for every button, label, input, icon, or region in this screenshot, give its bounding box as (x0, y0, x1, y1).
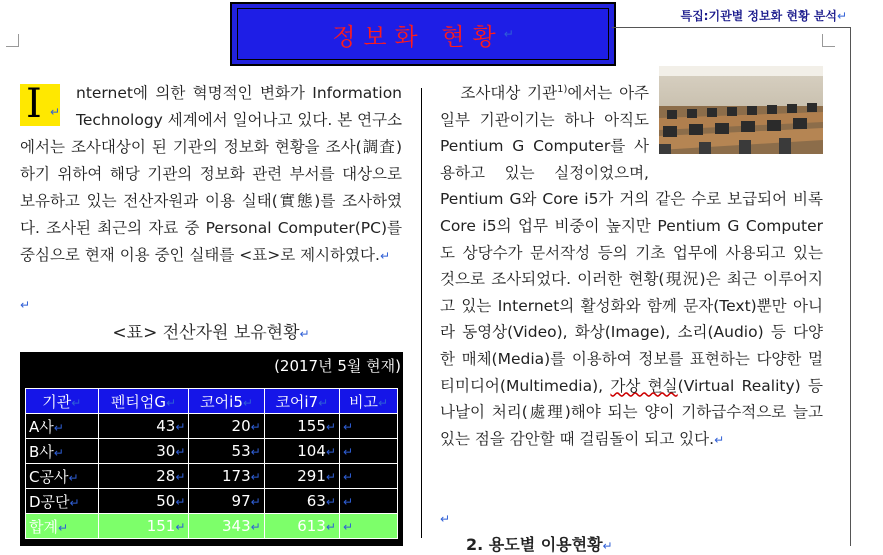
page-title: 정보화 현황 (332, 22, 504, 51)
header-cell[interactable]: 코어i7↵ (264, 389, 339, 414)
cell-agency[interactable]: A사↵ (26, 414, 99, 439)
cell-core-i5[interactable]: 20↵ (189, 414, 264, 439)
body-paragraph[interactable]: 조사대상 기관$^{1)}$에서는 아주 일부 기관이기는 하나 아직도 Pentium G Computer를 사용하고 있는 실정이었으며, Pentium G와 Core i5가 거의 같은 수로 보급되어 비록 Core i5의 업무 비중이 높지만 Pentium G Computer도 상당수가 문서작성 등의 기초 업무에 사용되고 있는 것으로 조사되었다. 이러한 현황(現況)은 최근 이루어지고 있는 Internet의 활성화와 함께 문자(Text)뿐만 아니라 동영상(Video), 화상(Image), 소리(Audio) 등 다양한 매체(Media)를 이용하여 정보를 표현하는 다양한 멀티미디어(Multimedia), 가상 현실(Virtual Reality) 등 나날이 처리(處理)해야 되는 양이 기하급수적으로 늘고 있는 점을 감안할 때 걸림돌이 되고 있다.↵ (440, 83, 824, 448)
table-row (26, 439, 398, 464)
table-row (26, 489, 398, 514)
cell-core-i7[interactable]: 291↵ (264, 464, 339, 489)
empty-paragraph-mark: ↵ (20, 298, 31, 312)
paragraph-mark: ↵ (503, 27, 514, 41)
cell-agency[interactable]: 합계↵ (26, 514, 99, 539)
page-border-top (612, 27, 851, 28)
cell-note[interactable]: ↵ (339, 514, 397, 539)
drop-cap: I ↵ (20, 84, 60, 126)
spellcheck-marked-text: 가상 현실 (610, 376, 678, 395)
crop-mark-top-right (822, 34, 835, 47)
header-cell[interactable]: 펜티엄G↵ (98, 389, 189, 414)
table-row (26, 414, 398, 439)
cell-note[interactable]: ↵ (339, 489, 397, 514)
cell-core-i5[interactable]: 173↵ (189, 464, 264, 489)
cell-pentium-g[interactable]: 50↵ (98, 489, 189, 514)
cell-pentium-g[interactable]: 30↵ (98, 439, 189, 464)
title-inner-box (237, 8, 609, 60)
header-cell[interactable]: 기관↵ (26, 389, 99, 414)
table-row (26, 464, 398, 489)
table-total-row (26, 514, 398, 539)
page-border-right (850, 27, 851, 546)
table-caption[interactable]: <표> 전산자원 보유현황↵ (112, 323, 310, 343)
left-column (20, 80, 402, 270)
cell-agency[interactable]: B사↵ (26, 439, 99, 464)
resource-table[interactable] (25, 388, 398, 539)
cell-core-i5[interactable]: 53↵ (189, 439, 264, 464)
title-box (230, 2, 616, 66)
intro-text: nternet에 의한 혁명적인 변화가 Information Technology 세계에서 일어나고 있다. 본 연구소에서는 조사대상이 된 기관의 정보화 현황을 조사(調査)하기 위하여 해당 기관의 정보화 관련 부서를 대상으로 보유하고 있는 전산자원과 이용 실태(實態)를 조사하였다. 조사된 최근의 자료 중 Personal Computer(PC)를 중심으로 현재 이용 중인 실태를 <표>로 제시하였다. (20, 84, 403, 264)
cell-note[interactable]: ↵ (339, 464, 397, 489)
cell-note[interactable]: ↵ (339, 439, 397, 464)
empty-paragraph-mark: ↵ (440, 512, 451, 526)
cell-pentium-g[interactable]: 28↵ (98, 464, 189, 489)
computer-lab-photo (659, 66, 823, 154)
computer-lab-image (659, 66, 823, 154)
section-heading[interactable]: 2. 용도별 이용현황↵ (466, 535, 613, 554)
resource-table-block (20, 352, 403, 546)
cell-core-i5[interactable]: 343↵ (189, 514, 264, 539)
footnote-ref[interactable]: 1) (557, 83, 568, 95)
cell-core-i7[interactable]: 613↵ (264, 514, 339, 539)
cell-pentium-g[interactable]: 43↵ (98, 414, 189, 439)
cell-agency[interactable]: D공단↵ (26, 489, 99, 514)
survey-date: (2017년 5월 현재) (274, 357, 401, 375)
table-header-row (26, 389, 398, 414)
cell-note[interactable]: ↵ (339, 414, 397, 439)
cell-core-i7[interactable]: 155↵ (264, 414, 339, 439)
header-cell[interactable]: 비고↵ (339, 389, 397, 414)
section-label: 특집:기관별 정보화 현황 분석↵ (680, 9, 847, 23)
cell-pentium-g[interactable]: 151↵ (98, 514, 189, 539)
right-column (440, 80, 823, 453)
cell-core-i5[interactable]: 97↵ (189, 489, 264, 514)
cell-agency[interactable]: C공사↵ (26, 464, 99, 489)
cell-core-i7[interactable]: 63↵ (264, 489, 339, 514)
cell-core-i7[interactable]: 104↵ (264, 439, 339, 464)
intro-paragraph[interactable]: I ↵ nternet에 의한 혁명적인 변화가 Information Technology 세계에서 일어나고 있다. 본 연구소에서는 조사대상이 된 기관의 정보화 현황을 조사(調査)하기 위하여 해당 기관의 정보화 관련 부서를 대상으로 보유하고 있는 전산자원과 이용 실태(實態)를 조사하였다. 조사된 최근의 자료 중 Personal Computer(PC)를 중심으로 현재 이용 중인 실태를 <표>로 제시하였다.↵ (20, 81, 403, 264)
crop-mark-top-left (6, 34, 19, 47)
column-divider (421, 88, 422, 538)
header-cell[interactable]: 코어i5↵ (189, 389, 264, 414)
